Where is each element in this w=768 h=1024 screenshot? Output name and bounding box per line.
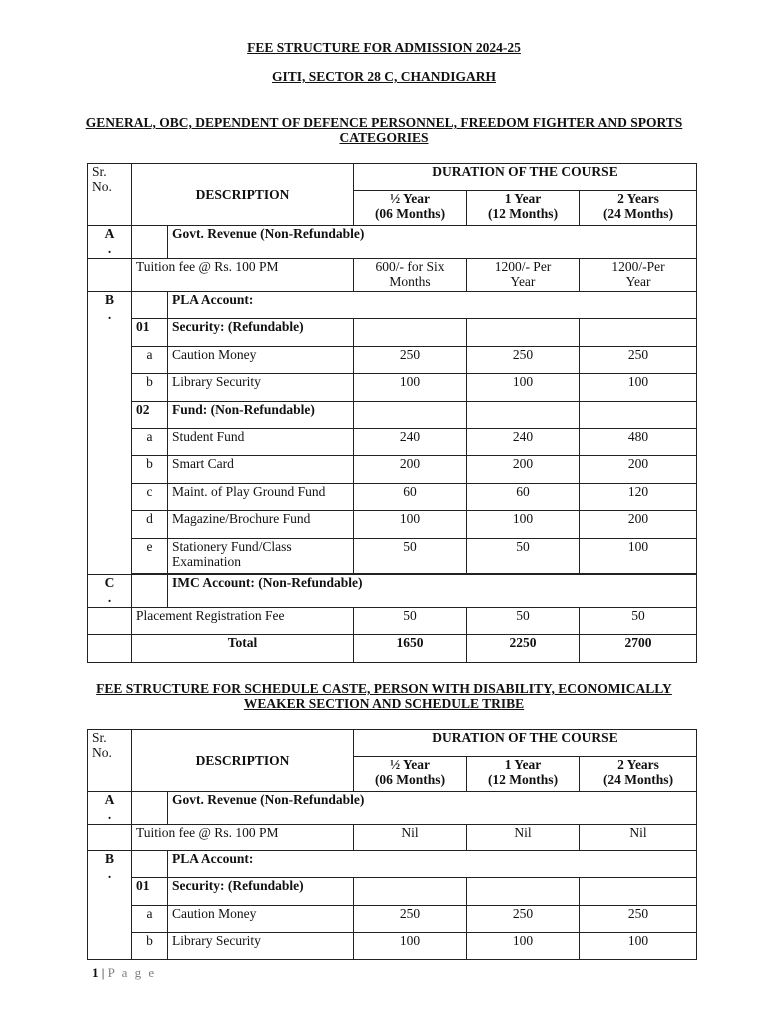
table-row: e Stationery Fund/Class Examination 50 50 100 xyxy=(88,539,697,574)
table-row xyxy=(88,730,697,757)
table-row: c Maint. of Play Ground Fund 60 60 120 xyxy=(88,484,697,511)
table-row: Placement Registration Fee 50 50 50 xyxy=(88,608,697,635)
section-letter: B . xyxy=(88,851,132,960)
duration-header: DURATION OF THE COURSE xyxy=(354,164,697,191)
table-row: 01 Security: (Refundable) xyxy=(88,878,697,906)
security-label: Security: (Refundable) xyxy=(168,319,354,347)
table-row: 02 Fund: (Non-Refundable) xyxy=(88,402,697,429)
section1-title-line2: CATEGORIES xyxy=(339,130,429,145)
fee-table-general xyxy=(87,163,697,663)
half-year-header: ½ Year (06 Months) xyxy=(354,191,467,226)
description-header: DESCRIPTION xyxy=(132,164,354,226)
section-letter: C . xyxy=(88,575,132,608)
two-year-header: 2 Years (24 Months) xyxy=(580,191,697,226)
fee-table-reserved xyxy=(87,729,697,960)
page-footer xyxy=(92,965,156,981)
institute-name: GITI, SECTOR 28 C, CHANDIGARH xyxy=(271,69,497,84)
page-number: 1 xyxy=(92,965,99,980)
table-row xyxy=(88,164,697,191)
imc-account-label: IMC Account: (Non-Refundable) xyxy=(168,575,697,608)
fund-label: Fund: (Non-Refundable) xyxy=(168,402,354,429)
one-year-header: 1 Year (12 Months) xyxy=(467,191,580,226)
pla-account-label: PLA Account: xyxy=(168,292,697,319)
table-row: d Magazine/Brochure Fund 100 100 200 xyxy=(88,511,697,539)
page-separator: | xyxy=(101,965,105,980)
sr-no-header: Sr. No. xyxy=(88,730,132,792)
sr-no-header: Sr. No. xyxy=(88,164,132,226)
document-title: FEE STRUCTURE FOR ADMISSION 2024-25 xyxy=(247,40,521,55)
table-row xyxy=(88,575,697,608)
govt-revenue-label: Govt. Revenue (Non-Refundable) xyxy=(168,226,697,259)
duration-header: DURATION OF THE COURSE xyxy=(354,730,697,757)
section-letter: A . xyxy=(88,792,132,825)
table-row: a Student Fund 240 240 480 xyxy=(88,429,697,456)
total-row: Total 1650 2250 2700 xyxy=(88,635,697,663)
table-row xyxy=(88,292,697,319)
table-row: a Caution Money 250 250 250 xyxy=(88,906,697,933)
page-label: P a g e xyxy=(107,965,157,980)
description-header: DESCRIPTION xyxy=(132,730,354,792)
table-row: b Library Security 100 100 100 xyxy=(88,933,697,960)
section-letter: B . xyxy=(88,292,132,575)
section-letter: A . xyxy=(88,226,132,259)
table-row: a Caution Money 250 250 250 xyxy=(88,347,697,374)
table-row: b Library Security 100 100 100 xyxy=(88,374,697,402)
table-row: Tuition fee @ Rs. 100 PM Nil Nil Nil xyxy=(88,825,697,851)
table-row xyxy=(88,226,697,259)
tuition-label: Tuition fee @ Rs. 100 PM xyxy=(132,259,354,292)
table-row: B . PLA Account: xyxy=(88,851,697,878)
section2-title-line1: FEE STRUCTURE FOR SCHEDULE CASTE, PERSON WITH DISABILITY, ECONOMICALLY xyxy=(96,681,672,696)
section2-title-line2: WEAKER SECTION AND SCHEDULE TRIBE xyxy=(243,696,525,711)
table-row: ½ Year (06 Months) 1 Year (12 Months) 2 Years (24 Months) xyxy=(88,757,697,792)
table-row: 01 Security: (Refundable) xyxy=(88,319,697,347)
section1-title-line1: GENERAL, OBC, DEPENDENT OF DEFENCE PERSONNEL, FREEDOM FIGHTER AND SPORTS xyxy=(85,115,683,130)
table-row: Tuition fee @ Rs. 100 PM 600/- for Six Months 1200/- Per Year 1200/-Per Year xyxy=(88,259,697,292)
table-row: A . Govt. Revenue (Non-Refundable) xyxy=(88,792,697,825)
table-row: b Smart Card 200 200 200 xyxy=(88,456,697,484)
